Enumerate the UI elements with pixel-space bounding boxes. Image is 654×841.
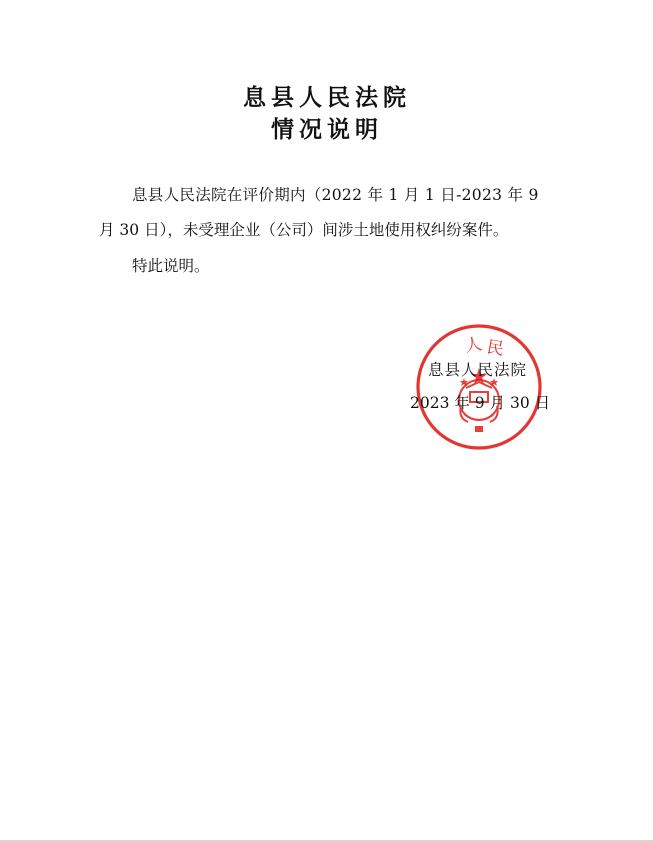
court-seal-stamp: [414, 322, 544, 452]
closing-statement: 特此说明。: [132, 257, 210, 275]
document-title: 息县人民法院: [243, 85, 411, 111]
document-subtitle: 情况说明: [271, 117, 383, 143]
signature-court-name: 息县人民法院: [428, 361, 528, 379]
signature-date: 2023 年 9 月 30 日: [410, 394, 551, 412]
svg-text:民: 民: [485, 337, 506, 360]
paragraph-line-2: 月 30 日），未受理企业（公司）间涉土地使用权纠纷案件。: [99, 221, 509, 239]
paragraph-line-1: 息县人民法院在评价期内（2022 年 1 月 1 日-2023 年 9: [132, 186, 539, 204]
svg-text:人: 人: [463, 334, 484, 357]
